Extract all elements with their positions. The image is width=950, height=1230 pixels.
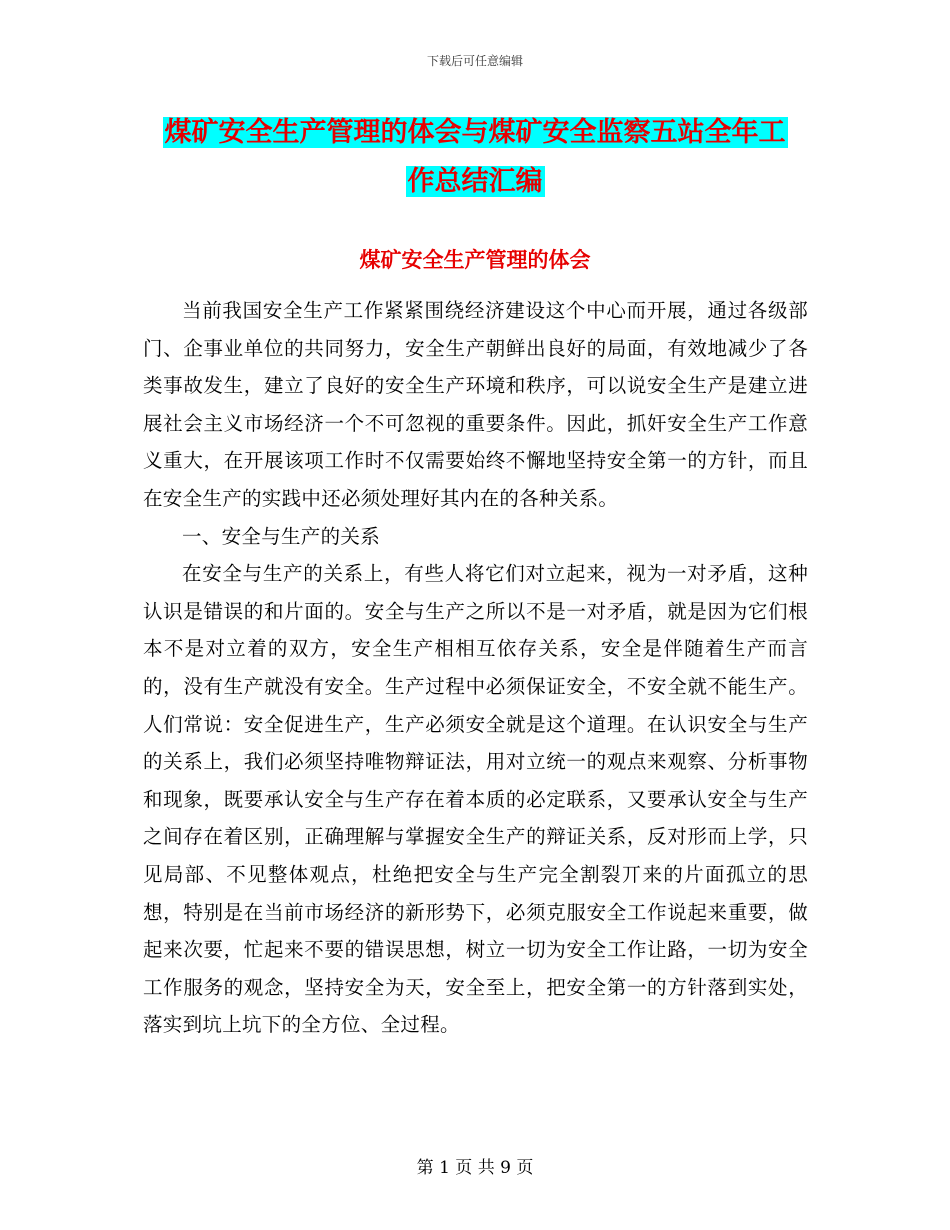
paragraph: 在安全与生产的关系上，有些人将它们对立起来，视为一对矛盾，这种认识是错误的和片面的。安全与生产之所以不是一对矛盾，就是因为它们根本不是对立着的双方，安全生产相相互依存关系，安全是伴随着生产而言的，没有生产就没有安全。生产过程中必须保证安全，不安全就不能生产。人们常说：安全促进生产，生产必须安全就是这个道理。在认识安全与生产的关系上，我们必须坚持唯物辩证法，用对立统一的观点来观察、分析事物和现象，既要承认安全与生产存在着本质的必定联系，又要承认安全与生产之间存在着区别，正确理解与掌握安全生产的辩证关系，反对形而上学，只见局部、不见整体观点，杜绝把安全与生产完全割裂丌来的片面孤立的思想，特别是在当前市场经济的新形势下，必须克服安全工作说起来重要，做起来次要，忙起来不要的错误思想，树立一切为安全工作让路，一切为安全工作服务的观念，坚持安全为天，安全至上，把安全第一的方针落到实处，落实到坑上坑下的全方位、全过程。: [143, 562, 808, 1037]
document-body: [143, 292, 808, 1044]
document-title-line-1: 煤矿安全生产管理的体会与煤矿安全监察五站全年工: [164, 117, 786, 148]
section-title: 煤矿安全生产管理的体会: [359, 248, 591, 272]
subheading: 一、安全与生产的关系: [182, 524, 381, 548]
page-number: 第 1 页 共 9 页: [416, 1158, 534, 1178]
paragraph: 当前我国安全生产工作紧紧围绕经济建设这个中心而开展，通过各级部门、企事业单位的共同努力，安全生产朝鲜出良好的局面，有效地减少了各类事故发生，建立了良好的安全生产环境和秩序，可以说安全生产是建立进展社会主义市场经济一个不可忽视的重要条件。因此，抓奸安全生产工作意义重大，在开展该项工作时不仅需要始终不懈地坚持安全第一的方针，而且在安全生产的实践中还必须处理好其内在的各种关系。: [143, 299, 808, 510]
page-header: 下载后可任意编辑: [426, 54, 523, 68]
document-title: [140, 108, 810, 206]
document-title-line-2: 作总结汇编: [407, 166, 543, 197]
